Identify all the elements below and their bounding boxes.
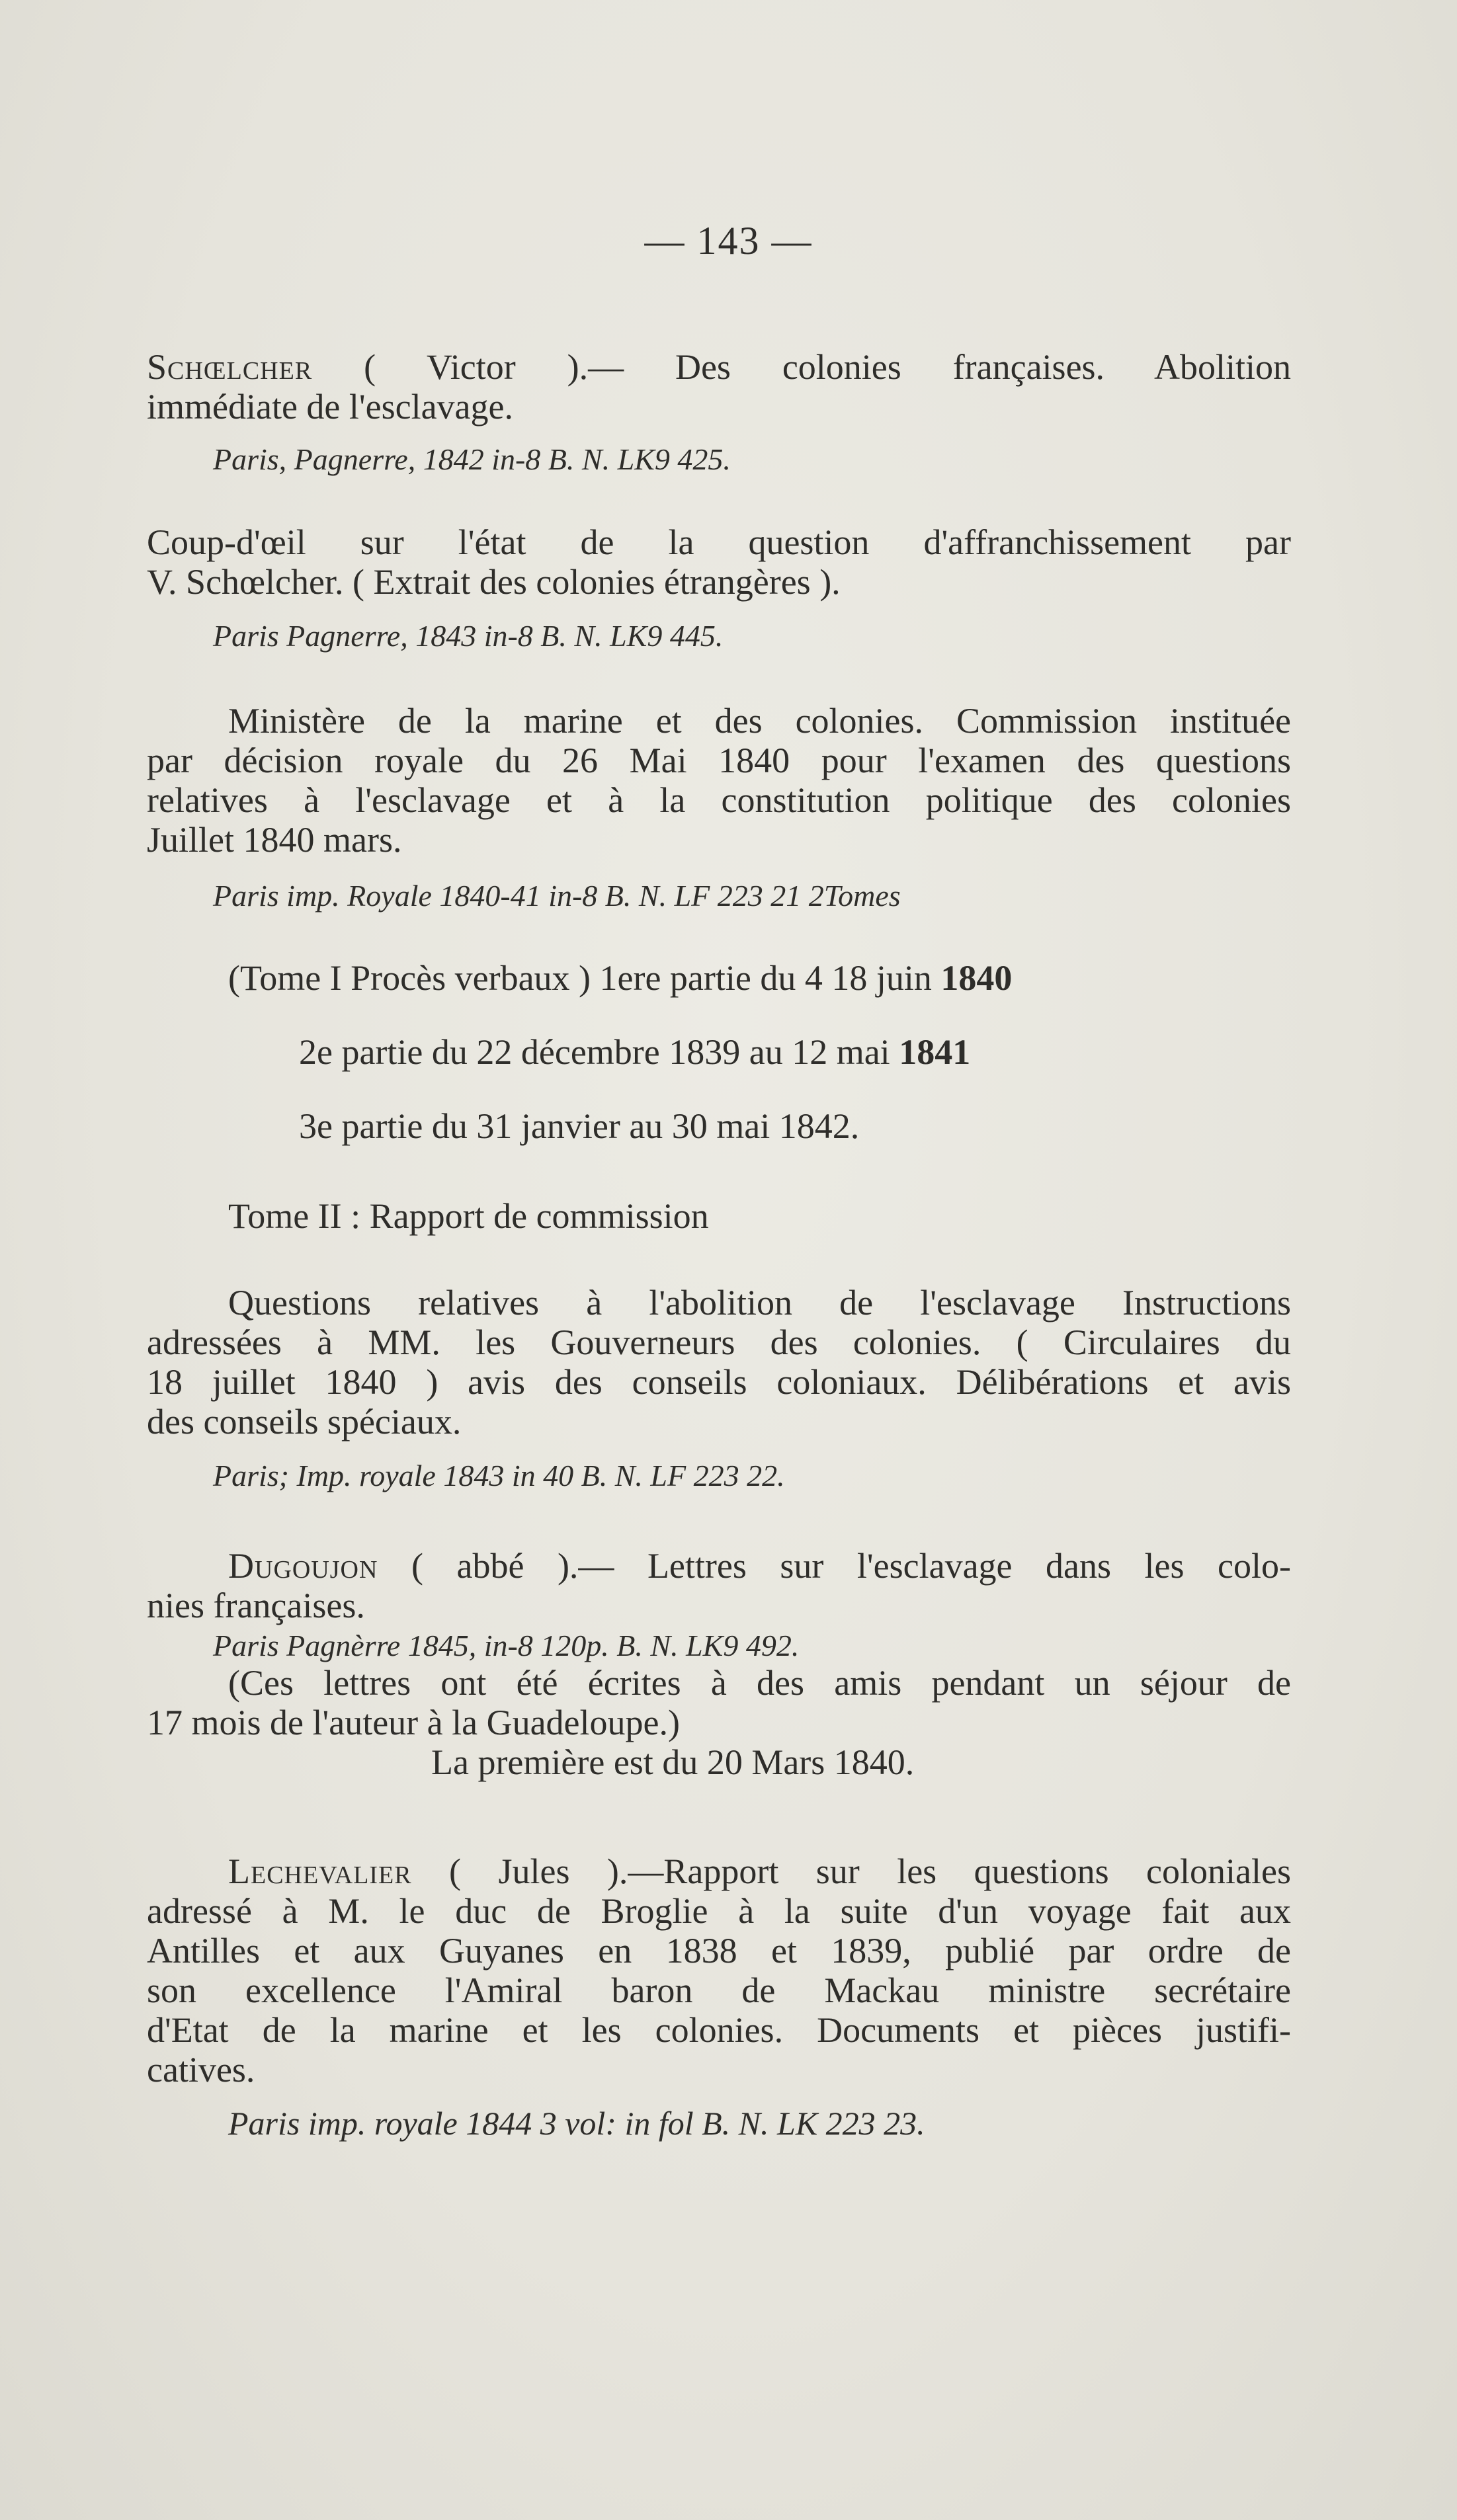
lechevalier-entry-line-4: son excellence l'Amiral baron de Mackau ministre secrétaire	[147, 1971, 1291, 2010]
dugoujon-note-line-2: 17 mois de l'auteur à la Guadeloupe.)	[147, 1703, 680, 1742]
dugoujon-note-line-1: (Ces lettres ont été écrites à des amis pendant un séjour de	[228, 1663, 1291, 1703]
dugoujon-entry-line-1	[228, 1546, 1291, 1586]
tome-1-line-1-year: 1840	[940, 958, 1013, 998]
tome-2-line: Tome II : Rapport de commission	[228, 1196, 709, 1236]
tome-1-line-2-year: 1841	[899, 1032, 971, 1072]
author-name: Schœlcher	[147, 347, 313, 387]
ministere-entry-line-4: Juillet 1840 mars.	[147, 820, 402, 860]
lechevalier-entry-reference: Paris imp. royale 1844 3 vol: in fol B. N. LK 223 23.	[228, 2105, 925, 2142]
lechevalier-entry-line-5: d'Etat de la marine et les colonies. Documents et pièces justifi-	[147, 2010, 1291, 2050]
coup-doeil-entry-reference: Paris Pagnerre, 1843 in-8 B. N. LK9 445.	[213, 619, 724, 653]
tome-1-line-1-text: (Tome I Procès verbaux ) 1ere partie du 4 18 juin	[228, 958, 941, 998]
ministere-entry-line-3: relatives à l'esclavage et à la constitution politique des colonies	[147, 780, 1291, 820]
questions-entry-line-1: Questions relatives à l'abolition de l'esclavage Instructions	[228, 1283, 1291, 1322]
lechevalier-entry-line-1	[228, 1851, 1291, 1891]
tome-1-line-1	[228, 957, 1012, 998]
coup-doeil-entry-line-1: Coup-d'œil sur l'état de la question d'affranchissement par	[147, 522, 1291, 562]
questions-entry-reference: Paris; Imp. royale 1843 in 40 B. N. LF 223 22.	[213, 1459, 785, 1492]
ministere-entry-line-1: Ministère de la marine et des colonies. Commission instituée	[228, 701, 1291, 741]
questions-entry-line-2: adressées à MM. les Gouverneurs des colonies. ( Circulaires du	[147, 1322, 1291, 1362]
coup-doeil-entry-line-2: V. Schœlcher. ( Extrait des colonies étrangères ).	[147, 562, 841, 602]
author-name: Dugoujon	[228, 1546, 378, 1586]
ministere-entry-reference: Paris imp. Royale 1840-41 in-8 B. N. LF 223 21 2Tomes	[213, 879, 901, 913]
schoelcher-entry-line-1	[147, 347, 1291, 387]
ministere-entry-line-2: par décision royale du 26 Mai 1840 pour l'examen des questions	[147, 741, 1291, 780]
dugoujon-entry-line-2: nies françaises.	[147, 1586, 365, 1625]
dugoujon-entry-reference: Paris Pagnèrre 1845, in-8 120p. B. N. LK9 492.	[213, 1629, 800, 1662]
tome-1-line-2-text: 2e partie du 22 décembre 1839 au 12 mai	[299, 1032, 899, 1072]
author-name: Lechevalier	[228, 1851, 412, 1891]
entry-text: ( Victor ).— Des colonies françaises. Abolition	[312, 347, 1291, 387]
entry-text: ( Jules ).—Rapport sur les questions coloniales	[411, 1851, 1291, 1891]
lechevalier-entry-line-2: adressé à M. le duc de Broglie à la suite d'un voyage fait aux	[147, 1891, 1291, 1931]
lechevalier-entry-line-3: Antilles et aux Guyanes en 1838 et 1839, publié par ordre de	[147, 1931, 1291, 1971]
lechevalier-entry-line-6: catives.	[147, 2050, 255, 2090]
questions-entry-line-3: 18 juillet 1840 ) avis des conseils coloniaux. Délibérations et avis	[147, 1362, 1291, 1402]
schoelcher-entry-line-2: immédiate de l'esclavage.	[147, 387, 513, 427]
page-number: — 143 —	[644, 219, 813, 263]
tome-1-line-2	[299, 1032, 970, 1073]
dugoujon-note-line-3: La première est du 20 Mars 1840.	[431, 1742, 915, 1782]
entry-text: ( abbé ).— Lettres sur l'esclavage dans les colo-	[378, 1546, 1291, 1586]
questions-entry-line-4: des conseils spéciaux.	[147, 1402, 462, 1442]
schoelcher-entry-reference: Paris, Pagnerre, 1842 in-8 B. N. LK9 425.	[213, 442, 731, 476]
tome-1-line-3: 3e partie du 31 janvier au 30 mai 1842.	[299, 1106, 860, 1146]
